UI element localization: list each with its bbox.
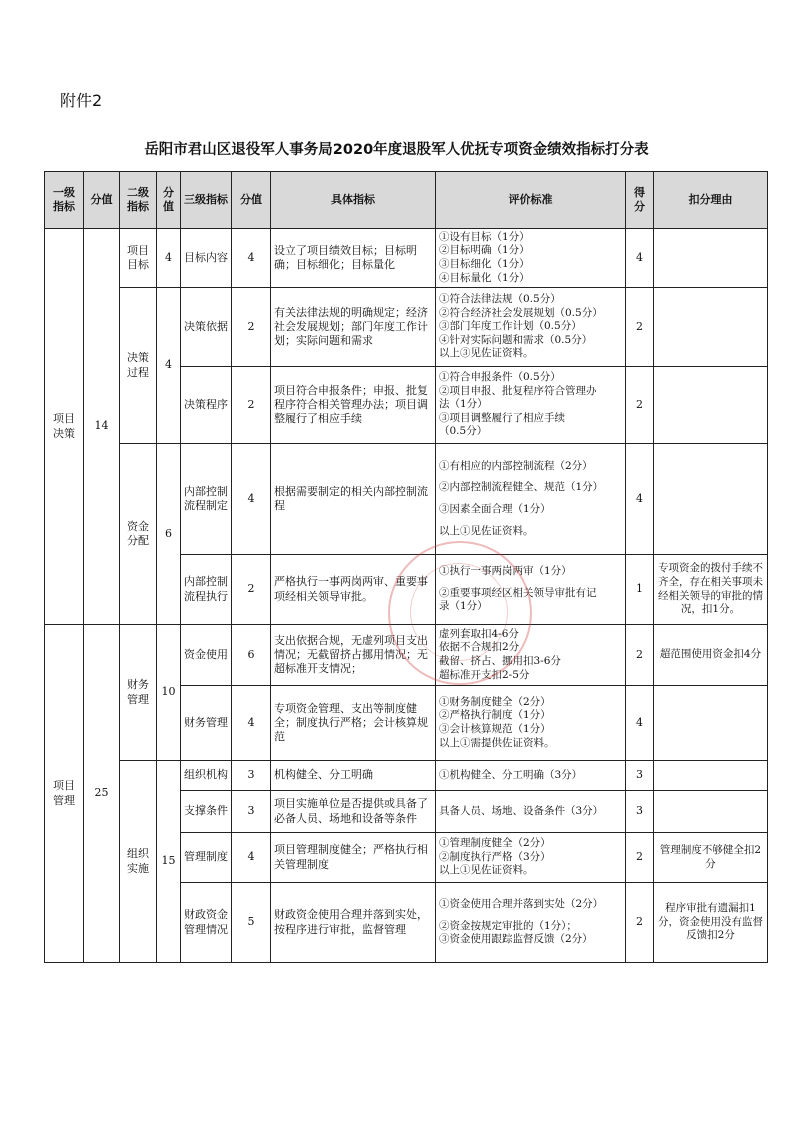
item-name: 目标内容 (181, 229, 232, 288)
item-reason (654, 686, 768, 761)
item-name: 组织机构 (181, 761, 232, 791)
criteria-gap (439, 579, 622, 587)
criteria-gap (439, 495, 622, 503)
criteria-line: 以上①需提供佐证资料。 (439, 736, 555, 749)
criteria-line: 以上③见佐证资料。 (439, 347, 534, 360)
criteria-line: ①机构健全、分工明确（3分） (439, 768, 583, 781)
header-criteria: 评价标准 (436, 172, 626, 229)
item-got: 2 (626, 833, 654, 883)
criteria-line: ②内部控制流程健全、规范（1分） (439, 481, 604, 494)
group-name: 资金分配 (120, 444, 157, 625)
section-score: 14 (84, 229, 120, 625)
criteria-line: ①管理制度健全（2分） (439, 837, 551, 850)
header-got: 得分 (626, 172, 654, 229)
item-score: 4 (232, 833, 271, 883)
item-got: 4 (626, 229, 654, 288)
criteria-line: ③会计核算规范（1分） (439, 723, 551, 735)
criteria-line: （0.5分） (439, 425, 488, 438)
item-name: 财政资金管理情况 (181, 883, 232, 963)
criteria-line: ①财务制度健全（2分） (439, 695, 551, 708)
item-name: 管理制度 (181, 833, 232, 883)
item-criteria (436, 555, 626, 625)
criteria-line: ②重要事项经区相关领导审批有记 (439, 586, 597, 599)
item-score: 6 (232, 625, 271, 686)
criteria-line: ①符合申报条件（0.5分） (439, 370, 561, 383)
header-score2: 分值 (157, 172, 181, 229)
item-got: 2 (626, 367, 654, 444)
header-level1: 一级指标 (45, 172, 84, 229)
criteria-line: ②符合经济社会发展规划（0.5分） (439, 306, 603, 319)
item-indicator: 财政资金使用合理并落到实处，按程序进行审批，监督管理 (271, 883, 436, 963)
item-reason: 专项资金的拨付手续不齐全，存在相关事项未经相关领导的审批的情况，扣1分。 (654, 555, 768, 625)
item-got: 2 (626, 288, 654, 367)
document-title: 岳阳市君山区退役军人事务局2020年度退股军人优抚专项资金绩效指标打分表 (144, 142, 649, 158)
criteria-line: ④目标量化（1分） (439, 271, 530, 284)
group-name: 组织实施 (120, 761, 157, 963)
criteria-line: ③目标细化（1分） (439, 258, 530, 270)
item-name: 内部控制流程执行 (181, 555, 232, 625)
item-got: 3 (626, 791, 654, 833)
group-score: 6 (157, 444, 181, 625)
criteria-line: 以上①见佐证资料。 (439, 524, 534, 537)
header-indicator: 具体指标 (271, 172, 436, 229)
item-criteria (436, 367, 626, 444)
criteria-line: ③资金使用跟踪监督反馈（2分） (439, 933, 593, 946)
item-got: 3 (626, 761, 654, 791)
criteria-line: ②严格执行制度（1分） (439, 709, 551, 722)
item-reason (654, 229, 768, 288)
item-indicator: 项目符合申报条件；申报、批复程序符合相关管理办法；项目调整履行了相应手续 (271, 367, 436, 444)
item-criteria (436, 288, 626, 367)
item-score: 4 (232, 686, 271, 761)
group-name: 决策过程 (120, 288, 157, 444)
item-score: 2 (232, 288, 271, 367)
score-table (44, 171, 768, 963)
criteria-line: ③部门年度工作计划（0.5分） (439, 320, 582, 333)
section-name: 项目决策 (45, 229, 84, 625)
criteria-line: ②制度执行严格（3分） (439, 850, 551, 863)
item-score: 2 (232, 367, 271, 444)
item-criteria (436, 761, 626, 791)
table-row (45, 444, 768, 555)
section-score: 25 (84, 625, 120, 963)
criteria-line: 具备人员、场地、设备条件（3分） (439, 804, 604, 817)
group-score: 4 (157, 229, 181, 288)
criteria-line: ①执行一事两岗两审（1分） (439, 565, 572, 578)
item-score: 4 (232, 444, 271, 555)
group-score: 15 (157, 761, 181, 963)
item-score: 3 (232, 791, 271, 833)
criteria-line: 截留、挤占、挪用扣3-6分 (439, 655, 561, 667)
header-level3: 三级指标 (181, 172, 232, 229)
item-got: 4 (626, 444, 654, 555)
table-row (45, 229, 768, 288)
item-name: 财务管理 (181, 686, 232, 761)
item-name: 资金使用 (181, 625, 232, 686)
criteria-line: ②目标明确（1分） (439, 244, 530, 257)
item-reason (654, 761, 768, 791)
item-criteria (436, 833, 626, 883)
item-got: 1 (626, 555, 654, 625)
header-row (45, 172, 768, 229)
item-criteria (436, 686, 626, 761)
item-reason: 超范围使用资金扣4分 (654, 625, 768, 686)
item-criteria (436, 883, 626, 963)
item-reason (654, 444, 768, 555)
header-level2: 二级指标 (120, 172, 157, 229)
criteria-line: ①设有目标（1分） (439, 230, 530, 243)
table-row (45, 625, 768, 686)
criteria-line: ②项目申报、批复程序符合管理办 (439, 384, 597, 397)
item-indicator: 严格执行一事两岗两审、重要事项经相关领导审批。 (271, 555, 436, 625)
criteria-line: ④针对实际问题和需求（0.5分） (439, 333, 593, 346)
item-name: 决策依据 (181, 288, 232, 367)
item-indicator: 支出依据合规，无虚列项目支出情况；无截留挤占挪用情况；无超标准开支情况； (271, 625, 436, 686)
group-name: 财务管理 (120, 625, 157, 761)
criteria-line: ②资金按规定审批的（1分）； (439, 919, 577, 932)
table-row (45, 761, 768, 791)
criteria-line: 虚列套取扣4-6分 (439, 627, 519, 640)
header-reason: 扣分理由 (654, 172, 768, 229)
table-row (45, 288, 768, 367)
item-name: 内部控制流程制定 (181, 444, 232, 555)
item-got: 2 (626, 625, 654, 686)
criteria-line: 依据不合规扣2分 (439, 641, 520, 654)
attachment-label: 附件2 (60, 91, 103, 110)
item-criteria (436, 791, 626, 833)
criteria-line: ①资金使用合理并落到实处（2分） (439, 898, 604, 911)
item-score: 5 (232, 883, 271, 963)
section-name: 项目管理 (45, 625, 84, 963)
item-indicator: 设立了项目绩效目标；目标明确；目标细化；目标量化 (271, 229, 436, 288)
item-indicator: 根据需要制定的相关内部控制流程 (271, 444, 436, 555)
item-criteria (436, 625, 626, 686)
criteria-line: 超标准开支扣2-5分 (439, 668, 530, 681)
criteria-gap (439, 912, 622, 920)
item-indicator: 项目实施单位是否提供或具备了必备人员、场地和设备等条件 (271, 791, 436, 833)
item-criteria (436, 229, 626, 288)
item-reason: 程序审批有遗漏扣1分，资金使用没有监督反馈扣2分 (654, 883, 768, 963)
item-indicator: 机构健全、分工明确 (271, 761, 436, 791)
item-reason (654, 288, 768, 367)
item-criteria (436, 444, 626, 555)
item-indicator: 专项资金管理、支出等制度健全；制度执行严格；会计核算规范 (271, 686, 436, 761)
header-score1: 分值 (84, 172, 120, 229)
item-name: 决策程序 (181, 367, 232, 444)
item-score: 2 (232, 555, 271, 625)
criteria-gap (439, 517, 622, 525)
group-score: 10 (157, 625, 181, 761)
item-got: 4 (626, 686, 654, 761)
item-score: 4 (232, 229, 271, 288)
group-score: 4 (157, 288, 181, 444)
item-reason (654, 367, 768, 444)
criteria-line: ①有相应的内部控制流程（2分） (439, 459, 593, 472)
criteria-line: ③因素全面合理（1分） (439, 503, 551, 515)
item-indicator: 有关法律法规的明确规定；经济社会发展规划；部门年度工作计划；实际问题和需求 (271, 288, 436, 367)
criteria-line: ③项目调整履行了相应手续 (439, 411, 565, 424)
item-indicator: 项目管理制度健全；严格执行相关管理制度 (271, 833, 436, 883)
criteria-line: 以上①见佐证资料。 (439, 864, 534, 877)
header-score3: 分值 (232, 172, 271, 229)
group-name: 项目目标 (120, 229, 157, 288)
item-reason (654, 791, 768, 833)
criteria-line: 录（1分） (439, 600, 488, 613)
item-got: 2 (626, 883, 654, 963)
item-name: 支撑条件 (181, 791, 232, 833)
item-score: 3 (232, 761, 271, 791)
item-reason: 管理制度不够健全扣2分 (654, 833, 768, 883)
criteria-line: ①符合法律法规（0.5分） (439, 292, 561, 305)
criteria-line: 法（1分） (439, 398, 488, 411)
